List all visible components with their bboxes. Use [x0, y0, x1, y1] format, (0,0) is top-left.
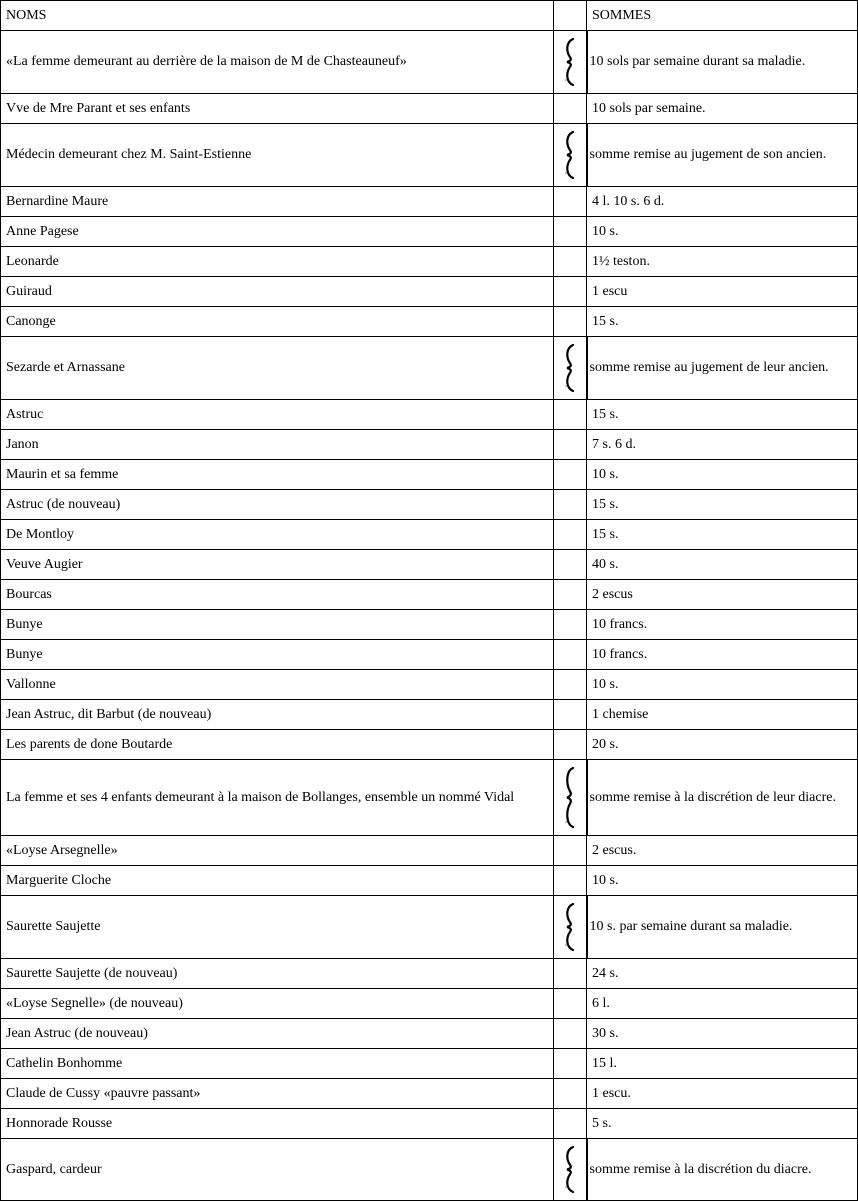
- table-row: [1, 730, 858, 760]
- sum-cell: somme remise à la discrétion du diacre.: [587, 1139, 858, 1201]
- header-row: [1, 1, 858, 31]
- table-row: [1, 580, 858, 610]
- brace-cell: [554, 580, 587, 610]
- brace-cell: [554, 124, 587, 187]
- brace-cell: [554, 217, 587, 247]
- sum-cell: 1 escu.: [587, 1079, 858, 1109]
- table-row: [1, 1079, 858, 1109]
- brace-cell: [554, 400, 587, 430]
- header-brace-cell: [554, 1, 587, 31]
- sum-cell: 5 s.: [587, 1109, 858, 1139]
- sum-cell: 10 francs.: [587, 640, 858, 670]
- table-row: [1, 989, 858, 1019]
- brace-cell: [554, 670, 587, 700]
- name-cell: Vve de Mre Parant et ses enfants: [1, 94, 554, 124]
- table-row: [1, 31, 858, 94]
- name-cell: «La femme demeurant au derrière de la maison de M de Chasteauneuf»: [1, 31, 554, 94]
- name-cell: Maurin et sa femme: [1, 460, 554, 490]
- table-row: [1, 1109, 858, 1139]
- sum-cell: 30 s.: [587, 1019, 858, 1049]
- name-cell: La femme et ses 4 enfants demeurant à la maison de Bollanges, ensemble un nommé Vidal: [1, 760, 554, 836]
- brace-cell: [554, 550, 587, 580]
- sum-cell: 10 s.: [587, 670, 858, 700]
- name-cell: Bernardine Maure: [1, 187, 554, 217]
- sum-cell: 10 sols par semaine.: [587, 94, 858, 124]
- name-cell: Gaspard, cardeur: [1, 1139, 554, 1201]
- header-names: NOMS: [1, 1, 554, 31]
- brace-cell: [554, 730, 587, 760]
- sum-cell: 4 l. 10 s. 6 d.: [587, 187, 858, 217]
- name-cell: Astruc (de nouveau): [1, 490, 554, 520]
- table-row: [1, 430, 858, 460]
- brace-cell: [554, 610, 587, 640]
- sum-cell: 15 s.: [587, 307, 858, 337]
- sum-cell: somme remise au jugement de son ancien.: [587, 124, 858, 187]
- brace-icon: [563, 131, 577, 179]
- table-row: [1, 610, 858, 640]
- sum-cell: 15 s.: [587, 400, 858, 430]
- name-cell: Saurette Saujette (de nouveau): [1, 959, 554, 989]
- brace-cell: [554, 640, 587, 670]
- name-cell: Honnorade Rousse: [1, 1109, 554, 1139]
- brace-cell: [554, 1079, 587, 1109]
- name-cell: Jean Astruc, dit Barbut (de nouveau): [1, 700, 554, 730]
- brace-cell: [554, 989, 587, 1019]
- table-row: [1, 1049, 858, 1079]
- table-row: [1, 760, 858, 836]
- name-cell: Bourcas: [1, 580, 554, 610]
- brace-icon: [563, 767, 577, 828]
- sum-cell: 7 s. 6 d.: [587, 430, 858, 460]
- table-row: [1, 520, 858, 550]
- sum-cell: 10 sols par semaine durant sa maladie.: [587, 31, 858, 94]
- table-row: [1, 1019, 858, 1049]
- table-row: [1, 1139, 858, 1201]
- table-row: [1, 959, 858, 989]
- name-cell: Marguerite Cloche: [1, 866, 554, 896]
- brace-cell: [554, 896, 587, 959]
- table-row: [1, 460, 858, 490]
- name-cell: Jean Astruc (de nouveau): [1, 1019, 554, 1049]
- table-row: [1, 217, 858, 247]
- sum-cell: 24 s.: [587, 959, 858, 989]
- table-row: [1, 896, 858, 959]
- brace-icon: [563, 1146, 577, 1193]
- brace-cell: [554, 31, 587, 94]
- brace-icon: [563, 903, 577, 951]
- table-row: [1, 337, 858, 400]
- sum-cell: 2 escus: [587, 580, 858, 610]
- brace-cell: [554, 866, 587, 896]
- brace-cell: [554, 1109, 587, 1139]
- brace-icon: [563, 344, 577, 392]
- name-cell: Guiraud: [1, 277, 554, 307]
- table-row: [1, 124, 858, 187]
- brace-cell: [554, 277, 587, 307]
- name-cell: «Loyse Segnelle» (de nouveau): [1, 989, 554, 1019]
- name-cell: Bunye: [1, 610, 554, 640]
- name-cell: Leonarde: [1, 247, 554, 277]
- brace-cell: [554, 490, 587, 520]
- table-row: [1, 866, 858, 896]
- table-row: [1, 247, 858, 277]
- name-cell: Médecin demeurant chez M. Saint-Estienne: [1, 124, 554, 187]
- brace-cell: [554, 337, 587, 400]
- header-sums: SOMMES: [587, 1, 858, 31]
- sum-cell: 1½ teston.: [587, 247, 858, 277]
- name-cell: Anne Pagese: [1, 217, 554, 247]
- sum-cell: 1 escu: [587, 277, 858, 307]
- name-cell: «Loyse Arsegnelle»: [1, 836, 554, 866]
- name-cell: Veuve Augier: [1, 550, 554, 580]
- brace-cell: [554, 247, 587, 277]
- sum-cell: 15 s.: [587, 520, 858, 550]
- brace-cell: [554, 700, 587, 730]
- brace-cell: [554, 520, 587, 550]
- sum-cell: 10 francs.: [587, 610, 858, 640]
- table-row: [1, 187, 858, 217]
- name-cell: Janon: [1, 430, 554, 460]
- name-cell: Cathelin Bonhomme: [1, 1049, 554, 1079]
- brace-cell: [554, 959, 587, 989]
- brace-cell: [554, 460, 587, 490]
- sum-cell: 15 s.: [587, 490, 858, 520]
- table-row: [1, 640, 858, 670]
- name-cell: Les parents de done Boutarde: [1, 730, 554, 760]
- brace-cell: [554, 307, 587, 337]
- brace-cell: [554, 1049, 587, 1079]
- table-row: [1, 550, 858, 580]
- sum-cell: 10 s. par semaine durant sa maladie.: [587, 896, 858, 959]
- table-row: [1, 490, 858, 520]
- sum-cell: 6 l.: [587, 989, 858, 1019]
- brace-cell: [554, 94, 587, 124]
- sum-cell: 20 s.: [587, 730, 858, 760]
- table-row: [1, 400, 858, 430]
- table-row: [1, 307, 858, 337]
- name-cell: Claude de Cussy «pauvre passant»: [1, 1079, 554, 1109]
- sum-cell: 40 s.: [587, 550, 858, 580]
- brace-cell: [554, 1139, 587, 1201]
- brace-cell: [554, 187, 587, 217]
- name-cell: Bunye: [1, 640, 554, 670]
- sum-cell: 10 s.: [587, 866, 858, 896]
- table-row: [1, 277, 858, 307]
- name-cell: Vallonne: [1, 670, 554, 700]
- table-row: [1, 700, 858, 730]
- name-cell: Astruc: [1, 400, 554, 430]
- table-body: [1, 31, 858, 1201]
- name-cell: Canonge: [1, 307, 554, 337]
- brace-icon: [563, 38, 577, 86]
- sum-cell: 15 l.: [587, 1049, 858, 1079]
- name-cell: De Montloy: [1, 520, 554, 550]
- brace-cell: [554, 836, 587, 866]
- table-row: [1, 836, 858, 866]
- brace-cell: [554, 430, 587, 460]
- table-row: [1, 670, 858, 700]
- sum-cell: somme remise au jugement de leur ancien.: [587, 337, 858, 400]
- sum-cell: 10 s.: [587, 460, 858, 490]
- brace-cell: [554, 1019, 587, 1049]
- name-cell: Sezarde et Arnassane: [1, 337, 554, 400]
- sum-cell: 1 chemise: [587, 700, 858, 730]
- sum-cell: somme remise à la discrétion de leur diacre.: [587, 760, 858, 836]
- brace-cell: [554, 760, 587, 836]
- name-cell: Saurette Saujette: [1, 896, 554, 959]
- sum-cell: 2 escus.: [587, 836, 858, 866]
- sum-cell: 10 s.: [587, 217, 858, 247]
- table-row: [1, 94, 858, 124]
